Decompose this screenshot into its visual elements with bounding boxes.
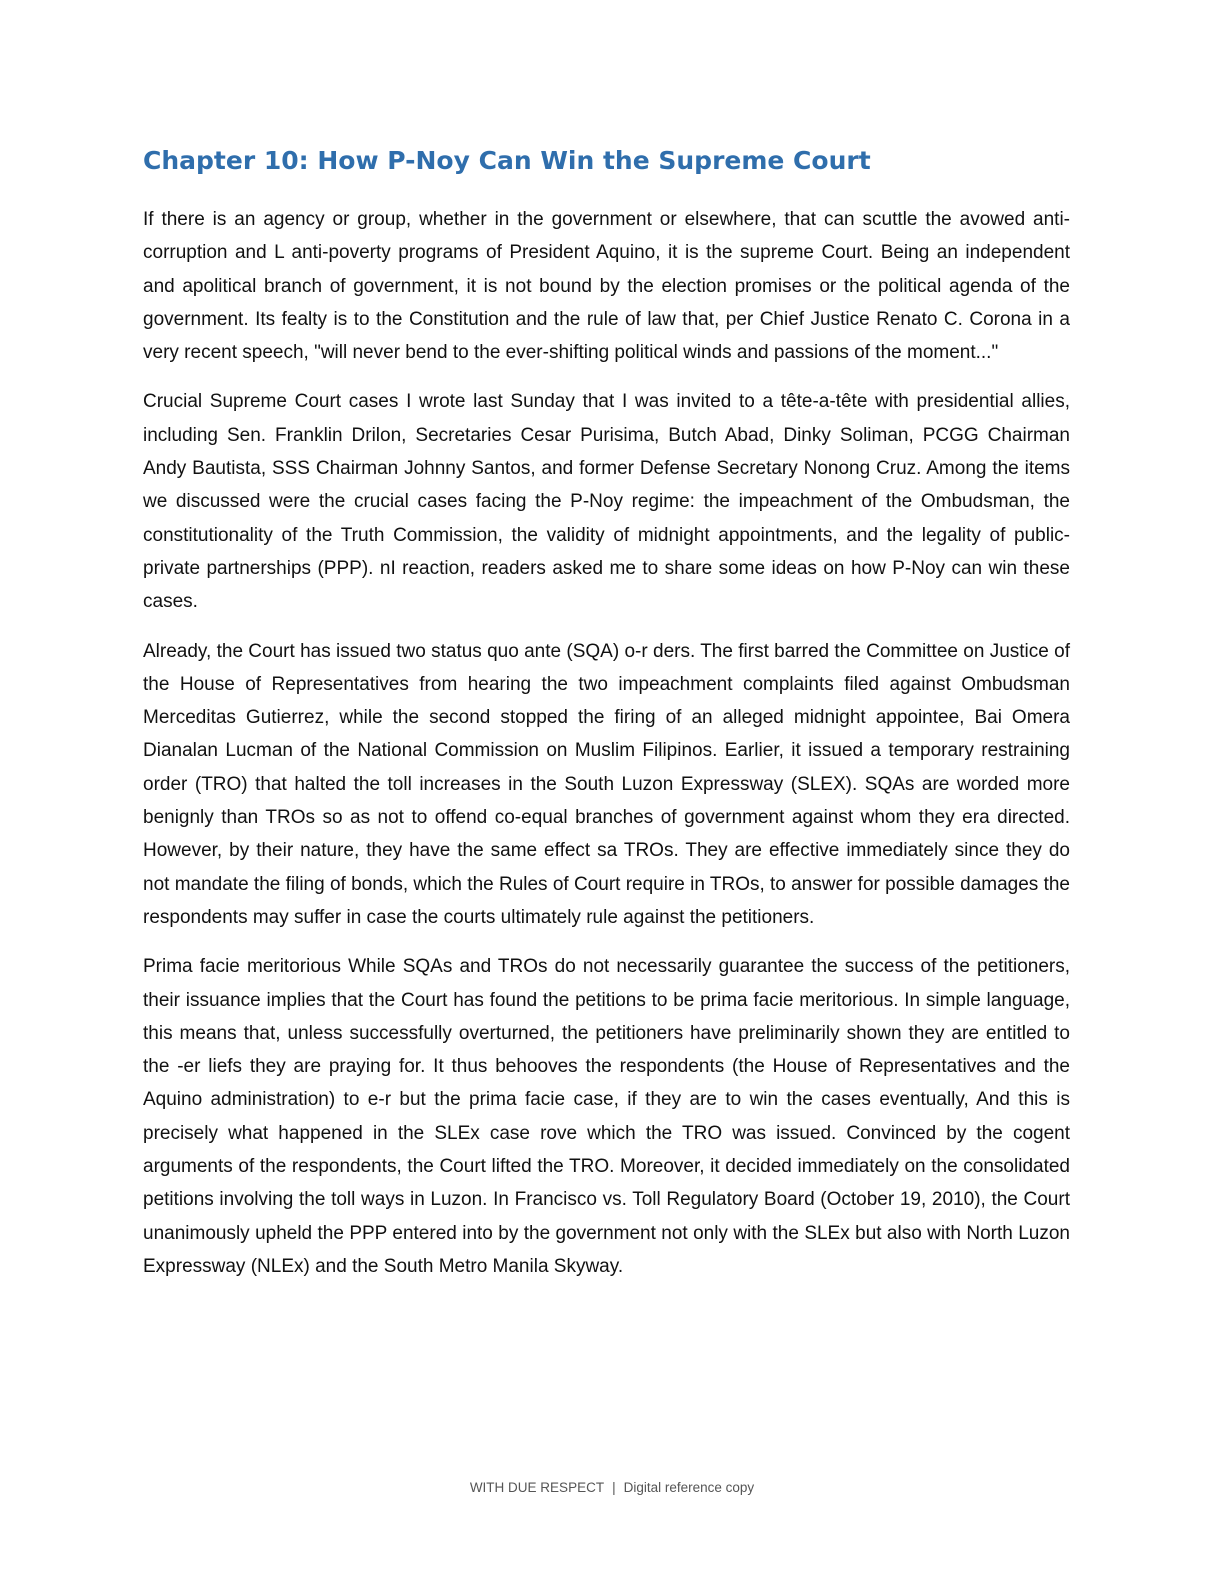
page-footer [0,1477,1224,1499]
footer-separator: | [612,1480,616,1495]
footer-publication-title: WITH DUE RESPECT [469,1480,605,1495]
chapter-title: Chapter 10: How P-Noy Can Win the Supreme Court [143,146,871,175]
footer-copy-note: Digital reference copy [623,1480,755,1495]
body-paragraph-1: If there is an agency or group, whether in the government or elsewhere, that can scuttle the avowed anti-corruption and L anti-poverty programs of President Aquino, it is the supreme Court. Being an independent and apolitical branch of government, it is not bound by the election promises or the political agenda of the government. Its fealty is to the Constitution and the rule of law that, per Chief Justice Renato C. Corona in a very recent speech, "will never bend to the ever-shifting political winds and passions of the moment..." [143,209,1070,364]
document-page [143,140,1070,1299]
body-paragraph-4: Prima facie meritorious While SQAs and TROs do not necessarily guarantee the success of the petitioners, their issuance implies that the Court has found the petitions to be prima facie meritorious. In simple language, this means that, unless successfully overturned, the petitioners have preliminarily shown they are entitled to the -er liefs they are praying for. It thus behooves the respondents (the House of Representatives and the Aquino administration) to e-r but the prima facie case, if they are to win the cases eventually, And this is precisely what happened in the SLEx case rove which the TRO was issued. Convinced by the cogent arguments of the respondents, the Court lifted the TRO. Moreover, it decided immediately on the consolidated petitions involving the toll ways in Luzon. In Francisco vs. Toll Regulatory Board (October 19, 2010), the Court unanimously upheld the PPP entered into by the government not only with the SLEx but also with North Luzon Expressway (NLEx) and the South Metro Manila Skyway. [143,956,1070,1277]
body-paragraph-3: Already, the Court has issued two status quo ante (SQA) o-r ders. The first barred the Committee on Justice of the House of Representatives from hearing the two impeachment complaints filed against Ombudsman Merceditas Gutierrez, while the second stopped the firing of an alleged midnight appointee, Bai Omera Dianalan Lucman of the National Commission on Muslim Filipinos. Earlier, it issued a temporary restraining order (TRO) that halted the toll increases in the South Luzon Expressway (SLEX). SQAs are worded more benignly than TROs so as not to offend co-equal branches of government against whom they era directed. However, by their nature, they have the same effect sa TROs. They are effective immediately since they do not mandate the filing of bonds, which the Rules of Court require in TROs, to answer for possible damages the respondents may suffer in case the courts ultimately rule against the petitioners. [143,640,1070,928]
body-paragraph-2: Crucial Supreme Court cases I wrote last Sunday that I was invited to a tête-a-tête with presidential allies, including Sen. Franklin Drilon, Secretaries Cesar Purisima, Butch Abad, Dinky Soliman, PCGG Chairman Andy Bautista, SSS Chairman Johnny Santos, and former Defense Secretary Nonong Cruz. Among the items we discussed were the crucial cases facing the P-Noy regime: the impeachment of the Ombudsman, the constitutionality of the Truth Commission, the validity of midnight appointments, and the legality of public-private partnerships (PPP). nI reaction, readers asked me to share some ideas on how P-Noy can win these cases. [143,391,1070,613]
